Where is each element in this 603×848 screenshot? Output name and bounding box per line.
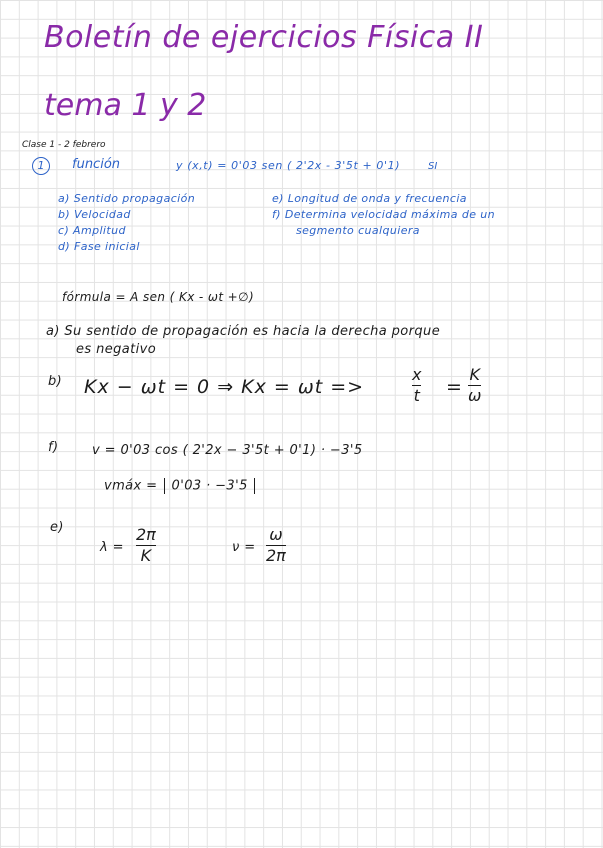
- max-velocity-value: 0'03 · −3'5: [171, 478, 248, 494]
- answer-a-line2: es negativo: [76, 342, 157, 357]
- fraction-x-numerator: x: [412, 365, 422, 384]
- answer-f-velocity: v = 0'03 cos ( 2'2x − 3'5t + 0'1) · −3'5: [92, 443, 363, 458]
- question-c: c) Amplitud: [58, 224, 126, 237]
- answer-e-label: e): [50, 520, 64, 535]
- fraction-omega-denominator: ω: [468, 386, 482, 405]
- answer-f-label: f): [48, 440, 59, 455]
- question-b: b) Velocidad: [58, 208, 131, 221]
- exercise-label: función: [72, 157, 121, 172]
- fraction-omega-over-2pi: [266, 526, 286, 565]
- question-a: a) Sentido propagación: [58, 192, 196, 205]
- fraction-k-denominator: K: [140, 546, 152, 565]
- fraction-2pi-denominator: 2π: [266, 546, 286, 565]
- wavelength-label: λ =: [100, 540, 124, 555]
- fraction-2pi-over-k: [136, 526, 156, 565]
- answer-a-line1: a) Su sentido de propagación es hacia la derecha porque: [46, 324, 441, 339]
- fraction-2pi-numerator: 2π: [136, 525, 156, 544]
- question-e: e) Longitud de onda y frecuencia: [272, 192, 467, 205]
- max-velocity-label: vmáx =: [104, 478, 158, 494]
- answer-b-equation: Kx − ωt = 0 ⇒ Kx = ωt =>: [84, 376, 365, 398]
- answer-b-label: b): [48, 374, 63, 389]
- date-note: Clase 1 - 2 febrero: [22, 140, 106, 150]
- abs-bar-left: [164, 478, 165, 494]
- wave-equation: y (x,t) = 0'03 sen ( 2'2x - 3'5t + 0'1): [176, 159, 401, 172]
- page-title: Boletín de ejercicios Física II: [44, 20, 484, 55]
- fraction-x-over-t: [412, 366, 421, 405]
- page-subtitle: tema 1 y 2: [44, 88, 207, 123]
- question-f-continued: segmento cualquiera: [296, 224, 420, 237]
- question-d: d) Fase inicial: [58, 240, 140, 253]
- answer-f-max-velocity: [104, 478, 257, 494]
- frequency-label: ν =: [232, 540, 256, 555]
- fraction-omega-numerator: ω: [269, 525, 283, 544]
- general-formula: fórmula = A sen ( Kx - ωt +∅): [62, 290, 255, 304]
- question-f: f) Determina velocidad máxima de un: [272, 208, 496, 221]
- exercise-number-badge: 1: [32, 157, 50, 175]
- answer-b-equals: =: [446, 376, 463, 398]
- abs-bar-right: [254, 478, 255, 494]
- fraction-k-numerator: K: [469, 365, 480, 384]
- fraction-t-denominator: t: [413, 386, 420, 405]
- units-note: SI: [428, 161, 438, 172]
- fraction-k-over-omega: [468, 366, 481, 405]
